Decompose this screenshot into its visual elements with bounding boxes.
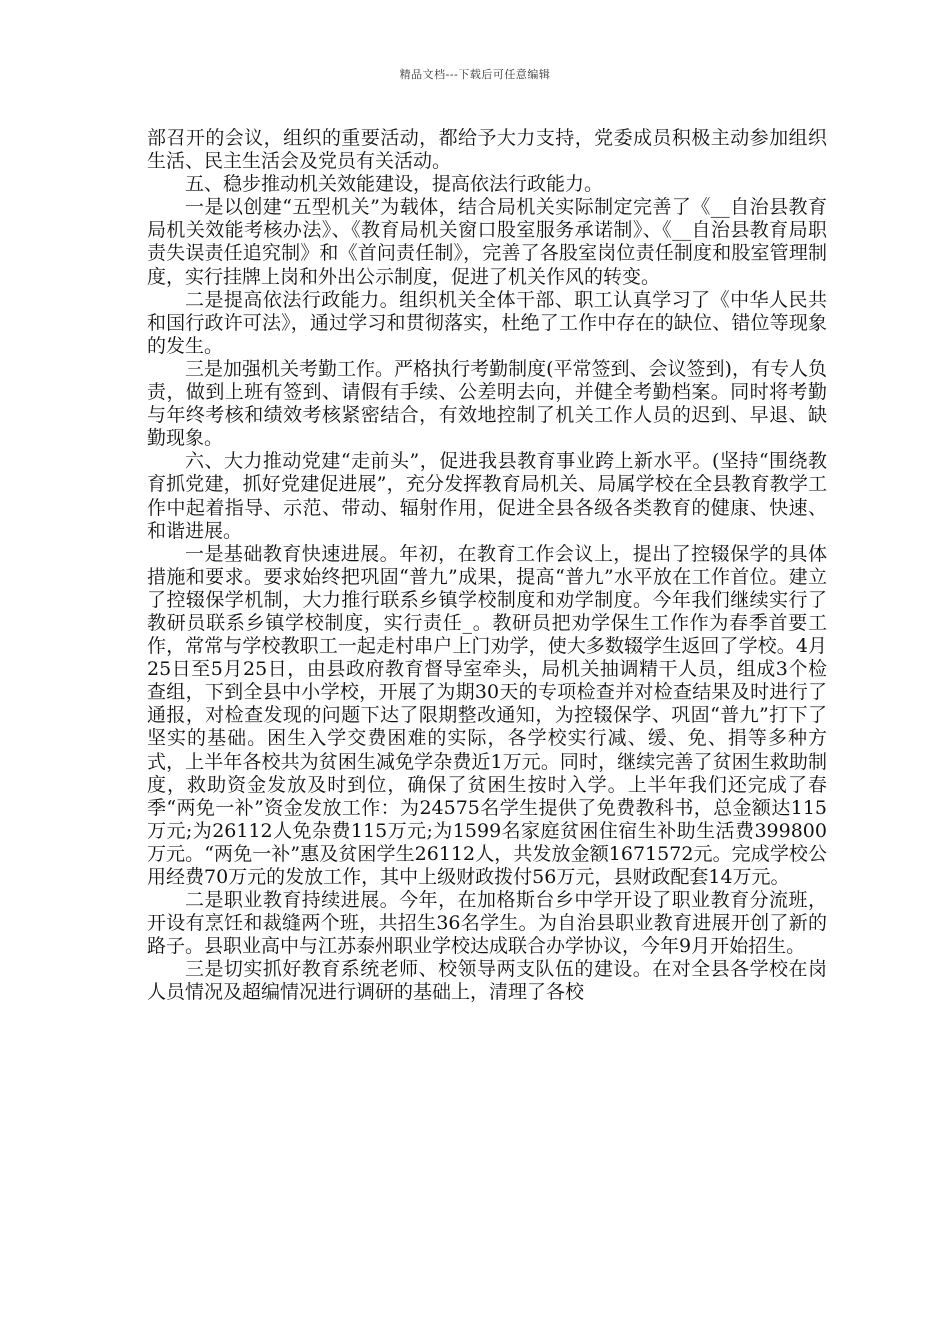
paragraph-3: 一是以创建“五型机关”为载体，结合局机关实际制定完善了《__自治县教育局机关效能考核办法》、《教育局机关窗口股室服务承诺制》、《__自治县教育局职责失误责任追究制》和《首问责任制》，完善了各股室岗位责任制度和股室管理制度，实行挂牌上岗和外出公示制度，促进了机关作风的转变。 bbox=[147, 196, 827, 288]
paragraph-5: 三是加强机关考勤工作。严格执行考勤制度(平常签到、会议签到)，有专人负责，做到上班有签到、请假有手续、公差明去向，并健全考勤档案。同时将考勤与年终考核和绩效考核紧密结合，有效地控制了机关工作人员的迟到、早退、缺勤现象。 bbox=[147, 357, 827, 450]
section-heading-6: 六、大力推动党建“走前头”，促进我县教育事业跨上新水平。(坚持“围绕教育抓党建，抓好党建促进展”，充分发挥教育局机关、局属学校在全县教育教学工作中起着指导、示范、带动、辐射作用，促进全县各级各类教育的健康、快速、和谐进展。 bbox=[147, 450, 827, 542]
document-body bbox=[147, 127, 827, 1005]
page-header: 精品文档---下载后可任意编辑 bbox=[399, 68, 551, 81]
paragraph-4: 二是提高依法行政能力。组织机关全体干部、职工认真学习了《中华人民共和国行政许可法》，通过学习和贯彻落实，杜绝了工作中存在的缺位、错位等现象的发生。 bbox=[147, 288, 827, 357]
paragraph-8: 二是职业教育持续进展。今年，在加格斯台乡中学开设了职业教育分流班，开设有烹饪和裁缝两个班，共招生36名学生。为自治县职业教育进展开创了新的路子。县职业高中与江苏泰州职业学校达成联合办学协议，今年9月开始招生。 bbox=[147, 889, 827, 958]
paragraph-1: 部召开的会议，组织的重要活动，都给予大力支持，党委成员积极主动参加组织生活、民主生活会及党员有关活动。 bbox=[147, 127, 827, 173]
section-heading-5: 五、稳步推动机关效能建设，提高依法行政能力。 bbox=[185, 173, 604, 196]
paragraph-7: 一是基础教育快速进展。年初，在教育工作会议上，提出了控辍保学的具体措施和要求。要求始终把巩固“普九”成果，提高“普九”水平放在工作首位。建立了控辍保学机制，大力推行联系乡镇学校制度和劝学制度。今年我们继续实行了教研员联系乡镇学校制度，实行责任_。教研员把劝学保生工作作为春季首要工作，常常与学校教职工一起走村串户上门劝学，使大多数辍学生返回了学校。4月25日至5月25日，由县政府教育督导室牵头，局机关抽调精干人员，组成3个检查组，下到全县中小学校，开展了为期30天的专项检查并对检查结果及时进行了通报，对检查发现的问题下达了限期整改通知，为控辍保学、巩固“普九”打下了坚实的基础。困生入学交费困难的实际，各学校实行减、缓、免、捐等多种方式，上半年各校共为贫困生减免学杂费近1万元。同时，继续完善了贫困生救助制度，救助资金发放及时到位，确保了贫困生按时入学。上半年我们还完成了春季“两免一补”资金发放工作：为24575名学生提供了免费教科书，总金额达115万元;为26112人免杂费115万元;为1599名家庭贫困住宿生补助生活费399800万元。“两免一补”惠及贫困学生26112人，共发放金额1671572元。完成学校公用经费70万元的发放工作，其中上级财政拨付56万元，县财政配套14万元。 bbox=[147, 542, 827, 888]
paragraph-9: 三是切实抓好教育系统老师、校领导两支队伍的建设。在对全县各学校在岗人员情况及超编情况进行调研的基础上，清理了各校 bbox=[147, 958, 827, 1004]
